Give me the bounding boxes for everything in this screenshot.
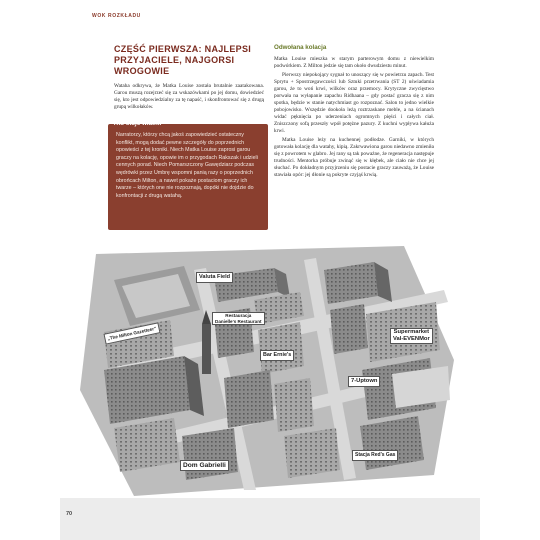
paragraph: Pierwszy niepokojący sygnał to unoszący się w powietrzu zapach. Test Sprytu + Spostrzegawczości lub Sztuki przetrwania (ST 2) uświadamia garou, że to woń krwi, wilków oraz przemocy. Krytyczne zwycięstwo porwała na wyłapanie zapachu Ridhaana – gdy postać gracza się z nim spotka, będzie w stanie natychmiast go rozpoznać. Salon to jedno wielkie pobojowisko. Wszędzie dookoła leżą roztrzaskane meble, a na ścianach widać pęknięcia po uderzeniach ogromnych pięści i całych ciał. Zniszczony sofą przeszły wpół potężne pazury. Z kuchni wypływa kałuża krwi. [274, 72, 434, 134]
map-label-supermarket [390, 328, 433, 344]
map-label-supermarket-line2: Val-EVENMor [393, 336, 430, 342]
intro-paragraph: Wataha odkrywa, że Matka Louise została brutalnie zaatakowana. Garou muszą rozejrzeć się za wskazówkami po jej domu, dowiedzieć się, kto jest odpowiedzialny za tę napaść, i skonfrontować się z drugą grupą wilkołaków. [114, 83, 264, 110]
map-label-valuta: Valuta Field [196, 272, 233, 283]
map-label-uptown: 7-Uptown [348, 376, 380, 387]
page-bottom-band [60, 498, 480, 540]
running-header: WOK ROZKŁADU [92, 13, 141, 19]
map-label-restauracja [212, 312, 265, 325]
sidebar-box-text: Narratorzy, którzy chcą jakoś zapowiedzieć ostateczny konflikt, mogą dodać pewne szczegóły do poprzednich opowieści z tej kroniki. Niech Matka Louise zaprosi garou graczy na kolację, opowie im o przygodach Rakszak i udzieli cennych porad. Niech Pomarszczony Gawędziarz podczas wędrówki przez Umbrę wspomni panią razy o poprzednich obrońcach Milton, a nawet pokaże postaciom graczy ich twarze – których one nie rozpoznają, dopóki nie dojdzie do konfrontacji z drugą watahą. [116, 132, 258, 199]
map-label-bar: Bar Ernie's [260, 350, 294, 361]
part-heading: CZĘŚĆ PIERWSZA: NAJLEPSI PRZYJACIELE, NAJGORSI WROGOWIE [114, 44, 252, 76]
map-label-restauracja-line2: Danielle's Restaurant [215, 318, 262, 324]
map-label-stacja: Stacja Red's Gas [352, 450, 398, 461]
map-label-milton: „The Milton Gazetteer" [103, 322, 160, 344]
paragraph: Matka Louise mieszka w starym parterowym domu z niewielkim podwórkiem. Z Milton jedzie się tam około dwudziestu minut. [274, 56, 434, 69]
page-number: 70 [66, 511, 73, 517]
map-label-dom: Dom Gabrielli [180, 460, 229, 471]
city-map-illustration [74, 240, 466, 498]
sidebar-box [108, 120, 268, 230]
city-map [74, 240, 466, 498]
right-column [274, 44, 434, 181]
map-label-restauracja-line1: Restauracja [225, 313, 252, 318]
section-heading: Odwołana kolacja [274, 44, 327, 51]
map-label-supermarket-line1: Supermarket [393, 329, 430, 335]
left-column [114, 44, 264, 113]
paragraph: Matka Louise leży na kuchennej podłodze. Garniki, w których gotowała kolację dla watahy, kipią. Zakrwawiona garou niedawno zmieniła się z powrotem w glabro. Jej rany są tak poważne, że regeneracja następuje trudności. Mentorka próbuje zwinąć się w kłębek, ale ciało nie chce jej słuchać. Po dokładnym przyjrzeniu się postacie graczy zauważą, że Louise stawiała opór: jej dłonie są pokryte czyjąś krwią. [274, 137, 434, 178]
sidebar-box-title: Kto stoje wiatr... [114, 120, 162, 127]
